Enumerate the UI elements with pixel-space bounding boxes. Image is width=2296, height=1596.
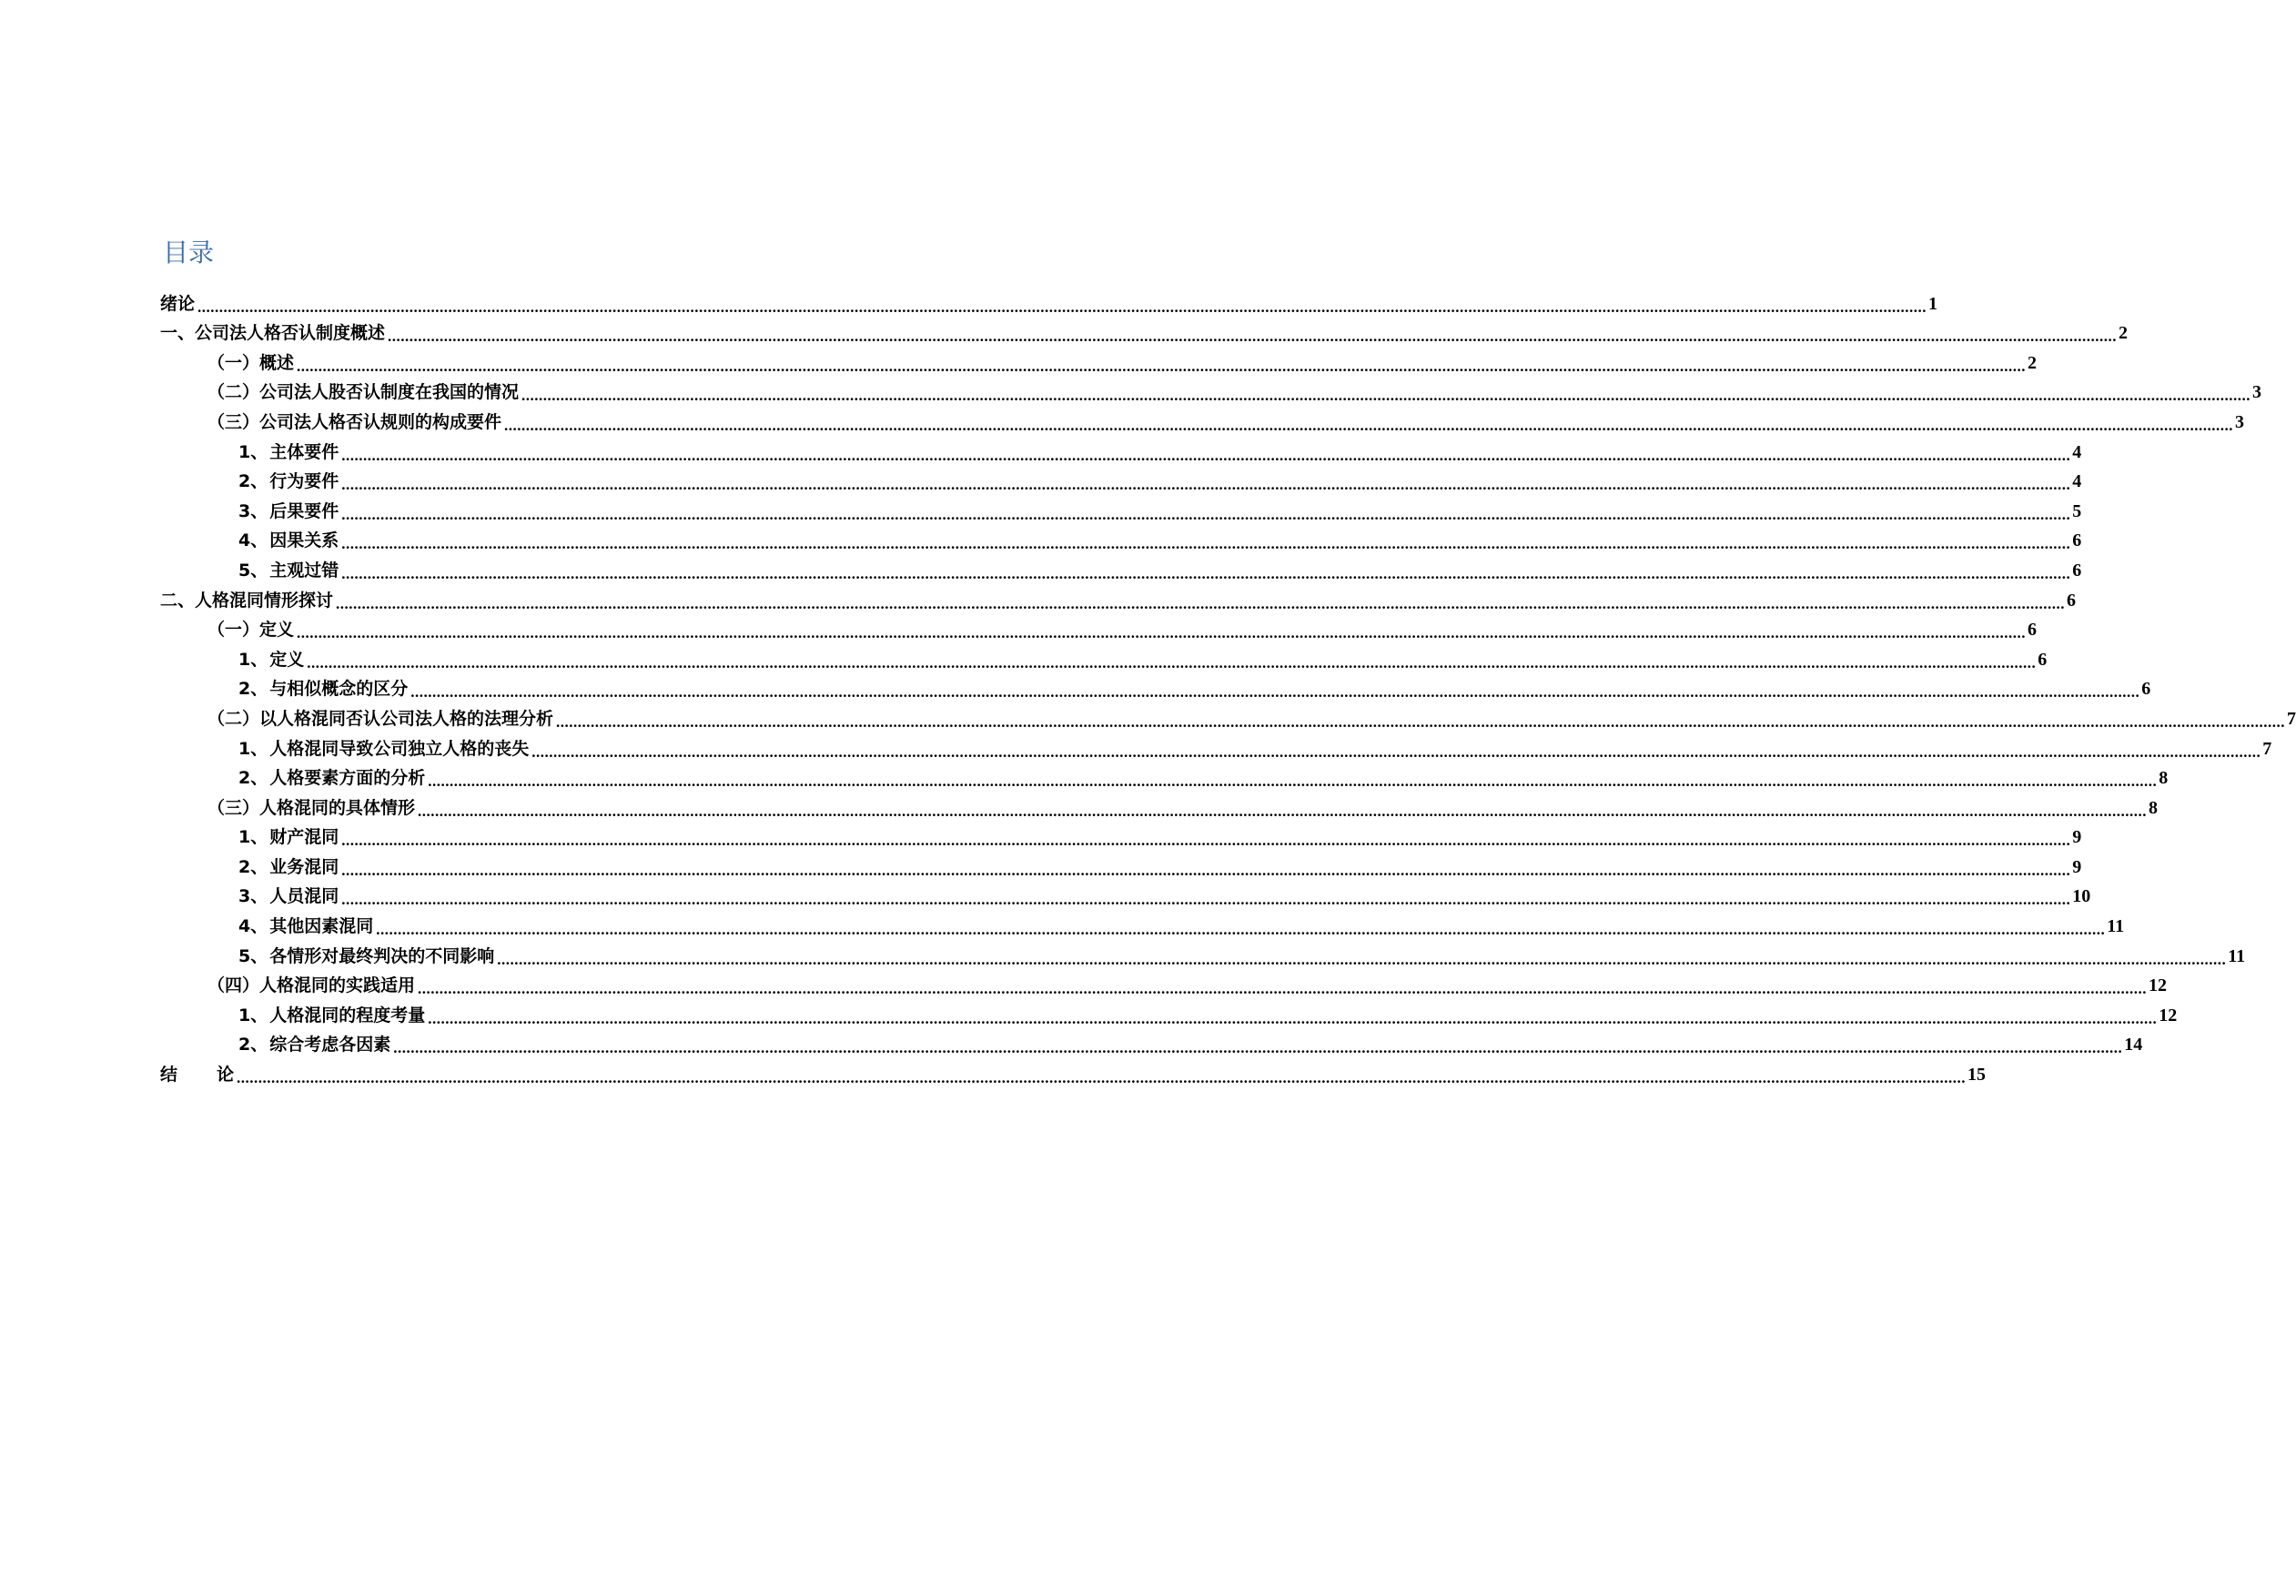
toc-dot-leader: ................................................................................................................................................................................................................................................................................................................................................................................................................ — [376, 921, 2106, 939]
toc-entry-text: 其他因素混同 — [269, 916, 374, 937]
toc-entry[interactable] — [160, 878, 2091, 909]
toc-entry[interactable] — [160, 700, 2296, 731]
toc-dot-leader: ................................................................................................................................................................................................................................................................................................................................................................................................................ — [504, 416, 2234, 434]
toc-page-number: 4 — [2072, 441, 2082, 462]
toc-entry-text: 行为要件 — [269, 471, 339, 492]
toc-page-number: 10 — [2072, 886, 2091, 907]
toc-page-number: 2 — [2119, 323, 2129, 344]
toc-entry-number: 3、 — [238, 500, 268, 521]
toc-entry[interactable] — [160, 907, 2125, 939]
toc-dot-leader: ................................................................................................................................................................................................................................................................................................................................................................................................................ — [388, 328, 2118, 346]
toc-dot-leader: ................................................................................................................................................................................................................................................................................................................................................................................................................ — [497, 950, 2227, 968]
toc-entry-label — [238, 943, 494, 967]
toc-entry-text: 公司法人股否认制度在我国的情况 — [259, 382, 520, 403]
toc-entry[interactable] — [160, 641, 2048, 672]
toc-entry-text: 因果关系 — [269, 530, 339, 551]
toc-entry-text: 财产混同 — [269, 827, 339, 848]
toc-entry-number: （三） — [207, 411, 260, 432]
toc-page-number: 6 — [2028, 620, 2038, 641]
toc-page-number: 3 — [2235, 411, 2245, 432]
toc-dot-leader: ................................................................................................................................................................................................................................................................................................................................................................................................................ — [556, 712, 2286, 731]
toc-page-number: 15 — [1967, 1065, 1987, 1086]
toc-dot-leader: ................................................................................................................................................................................................................................................................................................................................................................................................................ — [297, 624, 2027, 642]
toc-entry[interactable] — [160, 285, 1938, 316]
toc-page-number: 9 — [2072, 856, 2082, 877]
toc-entry[interactable] — [160, 789, 2159, 820]
toc-entry-label — [238, 557, 339, 581]
toc-page-number: 6 — [2072, 560, 2082, 581]
toc-page-number: 7 — [2262, 738, 2272, 759]
toc-dot-leader: ................................................................................................................................................................................................................................................................................................................................................................................................................ — [428, 773, 2158, 791]
toc-page-number: 12 — [2159, 1005, 2178, 1025]
toc-entry-text: 后果要件 — [269, 500, 339, 521]
toc-dot-leader: ................................................................................................................................................................................................................................................................................................................................................................................................................ — [341, 891, 2071, 909]
toc-entry-number: 一、 — [160, 323, 196, 344]
toc-dot-leader: ................................................................................................................................................................................................................................................................................................................................................................................................................ — [428, 1009, 2158, 1027]
toc-entry[interactable] — [160, 671, 2151, 702]
toc-entry-number: 1、 — [238, 738, 268, 759]
toc-entry-label — [238, 883, 339, 907]
toc-entry-number: 5、 — [238, 945, 268, 966]
toc-entry-number: （一） — [207, 620, 260, 641]
toc-entry[interactable] — [160, 760, 2169, 791]
toc-page-number: 3 — [2252, 382, 2262, 403]
toc-entry[interactable] — [160, 611, 2038, 642]
toc-dot-leader: ................................................................................................................................................................................................................................................................................................................................................................................................................ — [341, 446, 2071, 464]
toc-entry-label — [207, 616, 294, 641]
toc-entry-label — [207, 379, 519, 403]
toc-dot-leader: ................................................................................................................................................................................................................................................................................................................................................................................................................ — [341, 476, 2071, 494]
toc-entry-text: 公司法人格否认规则的构成要件 — [259, 411, 502, 432]
toc-entry-text: 与相似概念的区分 — [269, 679, 409, 700]
toc-entry[interactable] — [160, 1056, 1987, 1087]
toc-entry-text: 人员混同 — [269, 886, 339, 907]
toc-entry-label — [160, 587, 333, 611]
toc-entry-number: 2、 — [238, 768, 268, 789]
toc-entry[interactable] — [160, 463, 2082, 494]
toc-entry[interactable] — [160, 967, 2168, 998]
toc-page-number: 6 — [2072, 530, 2082, 551]
toc-entry-label — [238, 646, 304, 671]
toc-entry-text: 人格混同的程度考量 — [269, 1005, 426, 1025]
toc-dot-leader: ................................................................................................................................................................................................................................................................................................................................................................................................................ — [418, 980, 2148, 998]
toc-dot-leader: ................................................................................................................................................................................................................................................................................................................................................................................................................ — [521, 387, 2251, 405]
toc-page-number: 6 — [2038, 649, 2048, 670]
toc-entry-label — [238, 675, 408, 700]
toc-entry-number: 2、 — [238, 679, 268, 700]
toc-entry-number: 2、 — [238, 856, 268, 877]
toc-entry-label — [238, 854, 339, 878]
toc-dot-leader: ................................................................................................................................................................................................................................................................................................................................................................................................................ — [307, 653, 2037, 672]
toc-entry-number: 1、 — [238, 1005, 268, 1025]
toc-entry[interactable] — [160, 492, 2082, 523]
toc-entry-text: 主观过错 — [269, 560, 339, 581]
toc-dot-leader: ................................................................................................................................................................................................................................................................................................................................................................................................................ — [341, 505, 2071, 523]
toc-dot-leader: ................................................................................................................................................................................................................................................................................................................................................................................................................ — [393, 1039, 2123, 1057]
toc-entry[interactable] — [160, 433, 2082, 464]
toc-dot-leader: ................................................................................................................................................................................................................................................................................................................................................................................................................ — [197, 298, 1927, 316]
toc-entry-text: 公司法人格否认制度概述 — [195, 323, 386, 344]
toc-entry-label — [238, 527, 339, 551]
toc-entry-number: 1、 — [238, 649, 268, 670]
toc-entry-label — [238, 1002, 425, 1026]
toc-entry-number: 2、 — [238, 471, 268, 492]
toc-page-number: 7 — [2287, 708, 2296, 729]
toc-dot-leader: ................................................................................................................................................................................................................................................................................................................................................................................................................ — [341, 832, 2071, 850]
toc-page-number: 1 — [1928, 293, 1938, 314]
toc-entry-number: （一） — [207, 352, 260, 373]
toc-entry-label — [238, 823, 339, 848]
toc-entry-number: 5、 — [238, 560, 268, 581]
toc-dot-leader: ................................................................................................................................................................................................................................................................................................................................................................................................................ — [341, 535, 2071, 553]
toc-entry-text: 以人格混同否认公司法人格的法理分析 — [259, 708, 554, 729]
toc-entry-label — [207, 349, 294, 374]
toc-entry-label — [207, 794, 415, 819]
toc-dot-leader: ................................................................................................................................................................................................................................................................................................................................................................................................................ — [531, 742, 2261, 761]
toc-entry[interactable] — [160, 374, 2262, 405]
toc-entry-number: 4、 — [238, 530, 268, 551]
toc-entry[interactable] — [160, 581, 2077, 612]
toc-entry-label — [238, 913, 373, 937]
toc-entry[interactable] — [160, 848, 2082, 879]
toc-entry[interactable] — [160, 315, 2129, 346]
toc-entry-text: 定义 — [269, 649, 305, 670]
toc-entry[interactable] — [160, 996, 2178, 1027]
toc-entry-number: 二、 — [160, 590, 196, 611]
toc-dot-leader: ................................................................................................................................................................................................................................................................................................................................................................................................................ — [418, 802, 2148, 820]
toc-entry[interactable] — [160, 403, 2245, 434]
toc-entry-label — [238, 439, 339, 463]
toc-entry-text: 人格混同情形探讨 — [195, 590, 334, 611]
toc-title: 目录 — [163, 237, 215, 268]
toc-dot-leader: ................................................................................................................................................................................................................................................................................................................................................................................................................ — [336, 594, 2066, 612]
toc-entry-number: （三） — [207, 797, 260, 818]
toc-page-number: 2 — [2028, 352, 2038, 373]
toc-entry-text: 业务混同 — [269, 856, 339, 877]
toc-dot-leader: ................................................................................................................................................................................................................................................................................................................................................................................................................ — [341, 861, 2071, 879]
toc-entry-text: 人格混同的实践适用 — [259, 975, 416, 996]
toc-page-number: 11 — [2107, 916, 2125, 937]
toc-entry-text: 绪论 — [160, 293, 196, 314]
toc-entry-text: 人格混同的具体情形 — [259, 797, 416, 818]
toc-page-number: 8 — [2159, 768, 2169, 789]
toc-dot-leader: ................................................................................................................................................................................................................................................................................................................................................................................................................ — [410, 683, 2140, 702]
toc-entry-number: （四） — [207, 975, 260, 996]
toc-entry-label — [238, 468, 339, 492]
toc-entry-text: 各情形对最终判决的不同影响 — [269, 945, 495, 966]
toc-entry-number: 1、 — [238, 441, 268, 462]
toc-entry-text: 结 论 — [160, 1065, 235, 1086]
toc-entry-number: （二） — [207, 382, 260, 403]
toc-entry-number: 4、 — [238, 916, 268, 937]
toc-entry-text: 定义 — [259, 620, 295, 641]
toc-entry-text: 综合考虑各因素 — [269, 1035, 391, 1056]
toc-entry-number: 1、 — [238, 827, 268, 848]
toc-page-number: 5 — [2072, 500, 2082, 521]
toc-page-number: 8 — [2149, 797, 2159, 818]
toc-entry-label — [160, 1061, 234, 1086]
toc-entry[interactable] — [160, 937, 2246, 968]
toc-entry-label — [160, 290, 195, 315]
toc-page-number: 6 — [2067, 590, 2077, 611]
toc-entry[interactable] — [160, 551, 2082, 582]
toc-entry-label — [207, 972, 415, 996]
toc-entry-text: 人格混同导致公司独立人格的丧失 — [269, 738, 530, 759]
toc-entry-label — [238, 764, 425, 789]
toc-entry-text: 人格要素方面的分析 — [269, 768, 426, 789]
toc-entry-label — [207, 409, 501, 433]
toc-page-number: 11 — [2228, 945, 2246, 966]
toc-entry-label — [238, 1031, 390, 1056]
toc-page-number: 9 — [2072, 827, 2082, 848]
toc-entry-label — [207, 705, 553, 730]
toc-dot-leader: ................................................................................................................................................................................................................................................................................................................................................................................................................ — [237, 1069, 1967, 1087]
toc-dot-leader: ................................................................................................................................................................................................................................................................................................................................................................................................................ — [341, 564, 2071, 582]
toc-entry[interactable] — [160, 730, 2272, 761]
toc-entry[interactable] — [160, 344, 2038, 375]
toc-entry[interactable] — [160, 1026, 2143, 1057]
toc-entry[interactable] — [160, 819, 2082, 850]
toc-entry-text: 主体要件 — [269, 441, 339, 462]
toc-dot-leader: ................................................................................................................................................................................................................................................................................................................................................................................................................ — [297, 357, 2027, 375]
toc-entry-number: （二） — [207, 708, 260, 729]
toc-page-number: 6 — [2141, 679, 2151, 700]
toc-entry-text: 概述 — [259, 352, 295, 373]
toc-entry-number: 3、 — [238, 886, 268, 907]
toc-entry-label — [160, 319, 385, 344]
toc-entry-label — [238, 498, 339, 522]
toc-entry[interactable] — [160, 522, 2082, 553]
toc-page-number: 12 — [2149, 975, 2168, 996]
table-of-contents — [160, 285, 2296, 1087]
toc-page-number: 4 — [2072, 471, 2082, 492]
toc-entry-number: 2、 — [238, 1035, 268, 1056]
toc-page-number: 14 — [2124, 1035, 2143, 1056]
toc-entry-label — [238, 735, 529, 760]
